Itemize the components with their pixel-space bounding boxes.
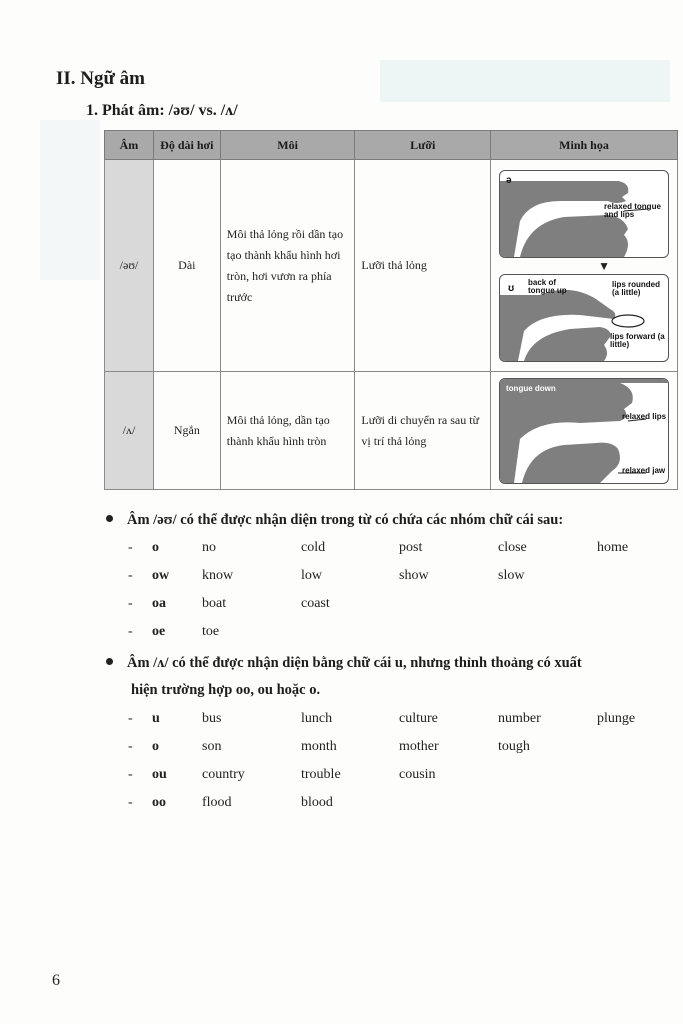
lips-cell: Môi thả lỏng, dần tạo thành khẩu hình tròn [220, 372, 355, 490]
letter-group: ou [152, 767, 167, 782]
word: trouble [301, 767, 341, 782]
word: close [498, 540, 527, 555]
bullet-ʌ [106, 655, 582, 672]
table-header-row [105, 131, 678, 160]
word: flood [202, 795, 232, 810]
back-tongue-label: back of tongue up [528, 277, 567, 296]
relaxed-jaw-label: relaxed jaw [622, 465, 666, 475]
bullet-dot [106, 658, 113, 665]
word: low [301, 568, 322, 583]
relaxed-tongue-label: relaxed tongue and lips [604, 201, 661, 220]
word: home [597, 540, 629, 555]
table-row [105, 160, 678, 372]
schwa-symbol: ə [506, 174, 512, 186]
sound-cell: /ʌ/ [105, 372, 154, 490]
lips-rounded-label: lips rounded (a little) [612, 279, 660, 298]
letter-group: oo [152, 795, 166, 810]
upsilon-symbol: ʊ [508, 282, 515, 294]
header-tongue: Lưỡi [355, 131, 491, 160]
word: coast [301, 596, 330, 611]
header-illustration: Minh họa [491, 131, 678, 160]
word: cold [301, 540, 326, 555]
word: boat [202, 596, 227, 611]
word: lunch [301, 711, 333, 726]
illustration-cell [491, 372, 678, 490]
tongue-cell: Lưỡi thả lỏng [355, 160, 491, 372]
word: bus [202, 711, 222, 726]
word: number [498, 711, 541, 726]
word: show [399, 568, 429, 583]
word: son [202, 739, 222, 754]
word: mother [399, 739, 439, 754]
word: cousin [399, 767, 436, 782]
page-number: 6 [52, 972, 60, 989]
mouth-diagram-schwa [499, 170, 669, 258]
word: month [301, 739, 337, 754]
bullet-oʊ [106, 512, 563, 529]
header-lips: Môi [220, 131, 355, 160]
length-cell: Ngắn [153, 372, 220, 490]
word: culture [399, 711, 438, 726]
illustration-cell [491, 160, 678, 372]
bullet-text: Âm /əʊ/ có thể được nhận diện trong từ có chứa các nhóm chữ cái sau: [127, 512, 564, 528]
sound-cell: /əʊ/ [105, 160, 154, 372]
mouth-diagram-upsilon [499, 274, 669, 362]
bullet-text: Âm /ʌ/ có thể được nhận diện bằng chữ cái u, nhưng thỉnh thoảng có xuất [127, 655, 582, 671]
mouth-diagram-wedge [499, 378, 669, 484]
subsection-title: 1. Phát âm: /əʊ/ vs. /ʌ/ [86, 102, 238, 119]
word: slow [498, 568, 525, 583]
header-length: Độ dài hơi [153, 131, 220, 160]
bullet-dot [106, 515, 113, 522]
word: no [202, 540, 216, 555]
word: tough [498, 739, 530, 754]
letter-group: oe [152, 624, 166, 639]
word: post [399, 540, 423, 555]
letter-group: u [152, 711, 160, 726]
letter-group: oa [152, 596, 166, 611]
letter-group: ow [152, 568, 170, 583]
phonetics-table [104, 130, 678, 490]
section-title: II. Ngữ âm [56, 68, 145, 89]
word: blood [301, 795, 333, 810]
word: toe [202, 624, 220, 639]
word: know [202, 568, 234, 583]
arrow-down-icon: ▼ [598, 258, 610, 273]
header-sound: Âm [105, 131, 154, 160]
lips-cell: Môi thả lỏng rồi dần tạo tạo thành khẩu hình hơi tròn, hơi vươn ra phía trước [220, 160, 355, 372]
word: plunge [597, 711, 636, 726]
letter-group: o [152, 739, 159, 754]
length-cell: Dài [153, 160, 220, 372]
word: country [202, 767, 245, 782]
bullet-text-continued: hiện trường hợp oo, ou hoặc o. [131, 682, 321, 698]
letter-group: o [152, 540, 159, 555]
tongue-cell: Lưỡi di chuyển ra sau từ vị trí thả lỏng [355, 372, 491, 490]
tongue-down-label: tongue down [506, 383, 556, 393]
relaxed-lips-label: relaxed lips [622, 411, 667, 421]
ghost-decoration-left [40, 120, 100, 280]
ghost-decoration [380, 60, 670, 102]
table-row [105, 372, 678, 490]
lips-forward-label: lips forward (a little) [610, 331, 665, 350]
